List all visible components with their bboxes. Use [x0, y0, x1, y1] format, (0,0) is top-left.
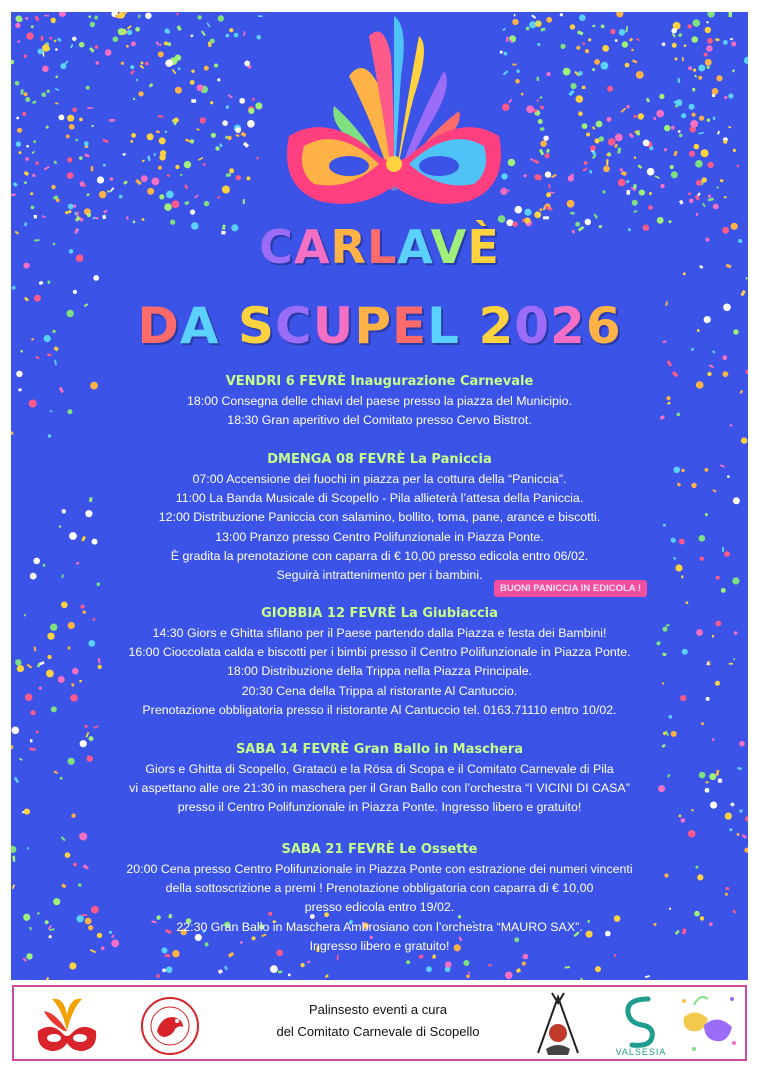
- poster: [11, 12, 748, 980]
- title-letter: [220, 297, 238, 355]
- carnival-mask-logo: [34, 991, 100, 1057]
- event-line: della sottoscrizione a premi ! Prenotazione obbligatoria con caparra di € 10,00: [165, 881, 594, 896]
- title-letter: E: [391, 297, 428, 355]
- event-line: 18:00 Distribuzione della Trippa nella Piazza Principale.: [226, 664, 533, 679]
- event-heading: DMENGA 08 FEVRÈ La Paniccia: [267, 452, 492, 467]
- title-letter: A: [293, 220, 331, 274]
- event-line: 11:00 La Banda Musicale di Scopello - Pila allieterà l’attesa della Paniccia.: [175, 491, 584, 506]
- footer-caption: [236, 999, 520, 1043]
- event-lines: [11, 624, 748, 720]
- event-line: 12:00 Distribuzione Paniccia con salamino, bollito, toma, pane, arance e biscotti.: [158, 510, 601, 525]
- event-line: presso il Centro Polifunzionale in Piazza Ponte. Ingresso libero e gratuito!: [177, 800, 582, 815]
- event-section-3: [11, 604, 748, 720]
- event-line: 13:00 Pranzo presso Centro Polifunzionale in Piazza Ponte.: [215, 529, 544, 544]
- title-line-1: [11, 220, 748, 274]
- teepee-logo: [532, 989, 584, 1059]
- title-letter: D: [137, 297, 180, 355]
- event-line: 20:30 Cena della Trippa al ristorante Al Cantuccio.: [241, 683, 518, 698]
- event-line: 07:00 Accensione dei fuochi in piazza per la cottura della “Paniccia”.: [192, 472, 567, 486]
- event-line: presso edicola entro 19/02.: [304, 900, 455, 915]
- event-line: Seguirà intrattenimento per i bambini.: [276, 568, 483, 583]
- event-heading: SABA 14 FEVRÈ Gran Ballo in Maschera: [235, 742, 524, 757]
- event-line: 22:30 Gran Ballo in Maschera Ambrosiano con l’orchestra “MAURO SAX”.: [176, 919, 583, 934]
- title-letter: L: [427, 297, 461, 355]
- title-letter: C: [275, 297, 313, 355]
- title-letter: U: [312, 297, 355, 355]
- footer-line: Palinsesto eventi a cura: [308, 1002, 448, 1017]
- event-section-1: [11, 372, 748, 430]
- event-line: vi aspettano alle ore 21:30 in maschera per il Gran Ballo con l’orchestra “I VICINI DI CASA”: [129, 781, 630, 796]
- event-lines: [11, 860, 748, 956]
- event-lines: [11, 470, 748, 585]
- title-letter: C: [259, 220, 294, 274]
- title-letter: A: [397, 220, 431, 274]
- event-line: È gradita la prenotazione con caparra di € 10,00 presso edicola entro 06/02.: [170, 548, 589, 563]
- title-letter: V: [430, 220, 468, 274]
- event-line: Giors e Ghitta di Scopello, Gratacü e la Rösa di Scopa e il Comitato Carnevale di Pila: [145, 762, 614, 776]
- event-section-5: [11, 840, 748, 956]
- event-line: Ingresso libero e gratuito!: [309, 938, 450, 953]
- event-lines: [11, 392, 748, 430]
- title-letter: A: [179, 297, 220, 355]
- event-line: Prenotazione obbligatoria presso il ristorante Al Cantuccio tel. 0163.71110 entro 10/02.: [142, 702, 617, 717]
- event-heading: SABA 21 FEVRÈ Le Ossette: [281, 842, 478, 857]
- title-letter: È: [467, 220, 500, 274]
- event-line: 20:00 Cena presso Centro Polifunzionale in Piazza Ponte con estrazione dei numeri vincenti: [126, 862, 633, 876]
- title-letter: L: [366, 220, 398, 274]
- event-section-2: [11, 450, 748, 585]
- valsesia-wordmark: VALSESIA: [615, 1047, 667, 1057]
- masks-confetti-logo: [674, 989, 742, 1059]
- footer-line: del Comitato Carnevale di Scopello: [276, 1024, 480, 1039]
- event-line: 16:00 Cioccolata calda e biscotti per i bimbi presso il Centro Polifunzionale in Piazza Ponte.: [128, 645, 631, 660]
- event-lines: [11, 760, 748, 818]
- event-heading: GIOBBIA 12 FEVRÈ La Giubiaccia: [261, 606, 498, 621]
- title-letter: 2: [478, 297, 515, 355]
- event-line: 14:30 Giors e Ghitta sfilano per il Paese partendo dalla Piazza e festa dei Bambini!: [152, 626, 607, 640]
- paniccia-badge: BUONI PANICCIA IN EDICOLA !: [494, 580, 647, 597]
- footer-sponsors: [12, 985, 747, 1061]
- event-section-4: [11, 740, 748, 818]
- title-letter: 6: [585, 297, 622, 355]
- title-letter: 0: [514, 297, 551, 355]
- title-letter: S: [238, 297, 276, 355]
- event-line: 18:30 Gran aperitivo del Comitato presso Cervo Bistrot.: [227, 413, 532, 428]
- valsesia-logo: [606, 993, 676, 1057]
- carnival-mask-illustration: [269, 16, 519, 212]
- event-heading: VENDRI 6 FEVRÈ Inaugurazione Carnevale: [225, 374, 534, 389]
- event-line: 18:00 Consegna delle chiavi del paese presso la piazza del Municipio.: [186, 394, 573, 408]
- title-letter: P: [354, 297, 392, 355]
- comitato-seal-logo: [139, 995, 201, 1057]
- title-letter: [460, 297, 478, 355]
- title-line-2: [11, 297, 748, 355]
- title-letter: 2: [550, 297, 586, 355]
- title-letter: R: [330, 220, 367, 274]
